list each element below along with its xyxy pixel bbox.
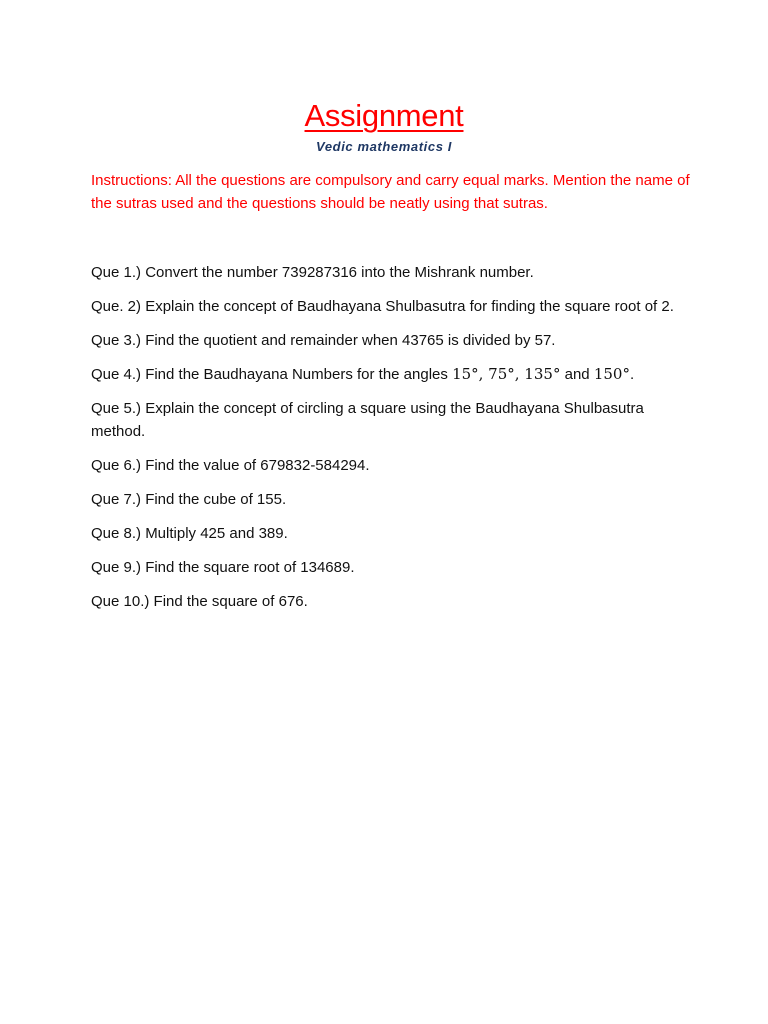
question-4 <box>91 363 691 386</box>
page-title: Assignment <box>304 98 464 133</box>
question-3: Que 3.) Find the quotient and remainder when 43765 is divided by 57. <box>91 332 556 349</box>
question-1: Que 1.) Convert the number 739287316 into the Mishrank number. <box>91 264 534 281</box>
page-subtitle: Vedic mathematics I <box>316 139 452 154</box>
question-4-last-angle: 150° <box>593 365 630 383</box>
question-7: Que 7.) Find the cube of 155. <box>91 491 287 508</box>
question-4-joiner: and <box>560 366 594 383</box>
question-10: Que 10.) Find the square of 676. <box>91 593 308 610</box>
question-5: Que 5.) Explain the concept of circling a square using the Baudhayana Shulbasutra method. <box>91 400 644 440</box>
question-8: Que 8.) Multiply 425 and 389. <box>91 525 288 542</box>
instructions-text: Instructions: All the questions are compulsory and carry equal marks. Mention the name of the sutras used and the questions should be neatly using that sutras. <box>91 172 690 212</box>
question-6: Que 6.) Find the value of 679832-584294. <box>91 457 370 474</box>
question-4-prefix: Que 4.) Find the Baudhayana Numbers for the angles <box>91 366 453 383</box>
question-2: Que. 2) Explain the concept of Baudhayana Shulbasutra for finding the square root of 2. <box>91 298 674 315</box>
question-list <box>91 261 691 624</box>
question-4-suffix: . <box>629 366 635 383</box>
question-9: Que 9.) Find the square root of 134689. <box>91 559 355 576</box>
question-4-angles: 15°, 75°, 135° <box>452 365 561 383</box>
